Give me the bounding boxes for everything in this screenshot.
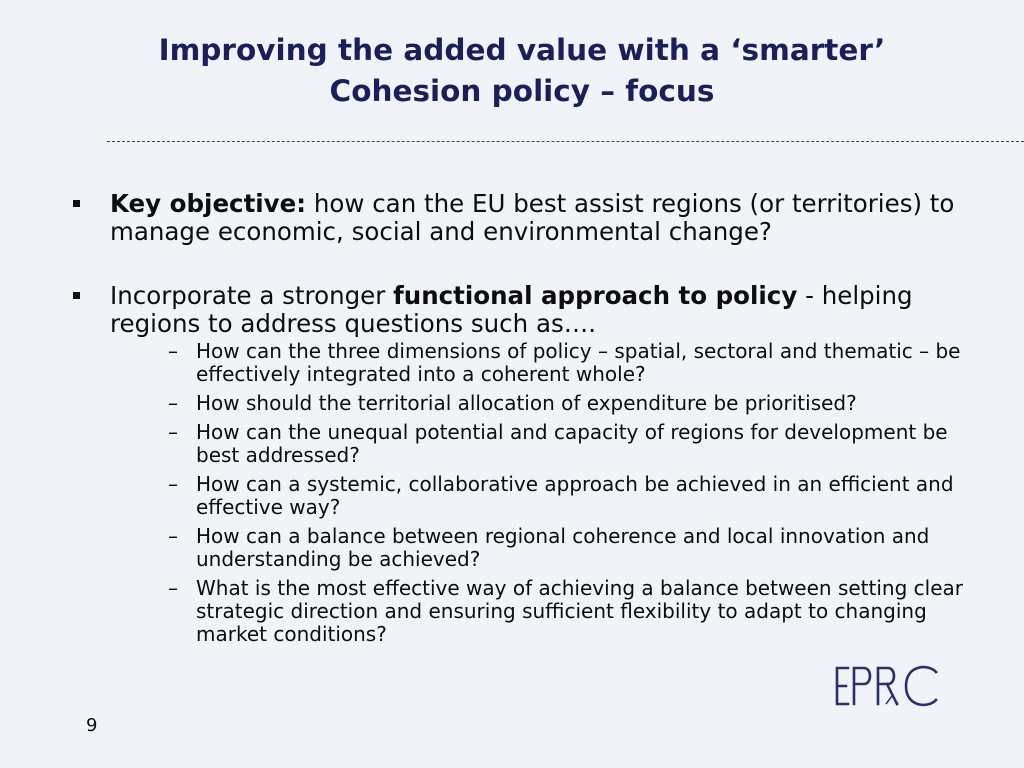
list-item-text: What is the most effective way of achieving a balance between setting clear strategic direction and ensuring sufficient flexibility to adapt to changing market conditions? (196, 576, 963, 646)
dash-marker: – (168, 524, 178, 548)
square-bullet-icon (73, 292, 80, 299)
slide-body (68, 190, 988, 652)
eprc-logo (834, 660, 944, 710)
list-item (148, 421, 988, 467)
bullet-key-objective (68, 190, 988, 246)
sub-question-list (110, 340, 988, 646)
bullet-text-before: Incorporate a stronger (110, 281, 394, 310)
square-bullet-icon (73, 200, 80, 207)
list-item-text: How can a systemic, collaborative approach be achieved in an efficient and effective way? (196, 472, 954, 519)
dash-marker: – (168, 420, 178, 444)
list-item (148, 525, 988, 571)
bullet-text-after: - helping regions to address questions such as…. (110, 281, 913, 338)
dash-marker: – (168, 391, 178, 415)
bullet-bold-phrase: functional approach to policy (393, 281, 798, 310)
bullet-functional-approach (68, 282, 988, 646)
list-item-text: How should the territorial allocation of expenditure be prioritised? (196, 391, 857, 415)
list-item (148, 577, 988, 646)
bullet-text: how can the EU best assist regions (or territories) to manage economic, social and environmental change? (110, 189, 955, 246)
dashed-divider (107, 141, 1024, 142)
slide-title (60, 30, 984, 112)
list-item-text: How can a balance between regional coherence and local innovation and understanding be achieved? (196, 524, 930, 571)
dash-marker: – (168, 472, 178, 496)
list-item (148, 340, 988, 386)
list-item (148, 392, 988, 415)
dash-marker: – (168, 576, 178, 600)
list-item (148, 473, 988, 519)
bullet-bold-label: Key objective: (110, 189, 307, 218)
title-line-1: Improving the added value with a ‘smarter’ (158, 33, 886, 67)
dash-marker: – (168, 339, 178, 363)
title-line-2: Cohesion policy – focus (329, 74, 715, 108)
list-item-text: How can the three dimensions of policy – spatial, sectoral and thematic – be effectively integrated into a coherent whole? (196, 339, 961, 386)
list-item-text: How can the unequal potential and capacity of regions for development be best addressed? (196, 420, 948, 467)
page-number: 9 (86, 715, 98, 736)
